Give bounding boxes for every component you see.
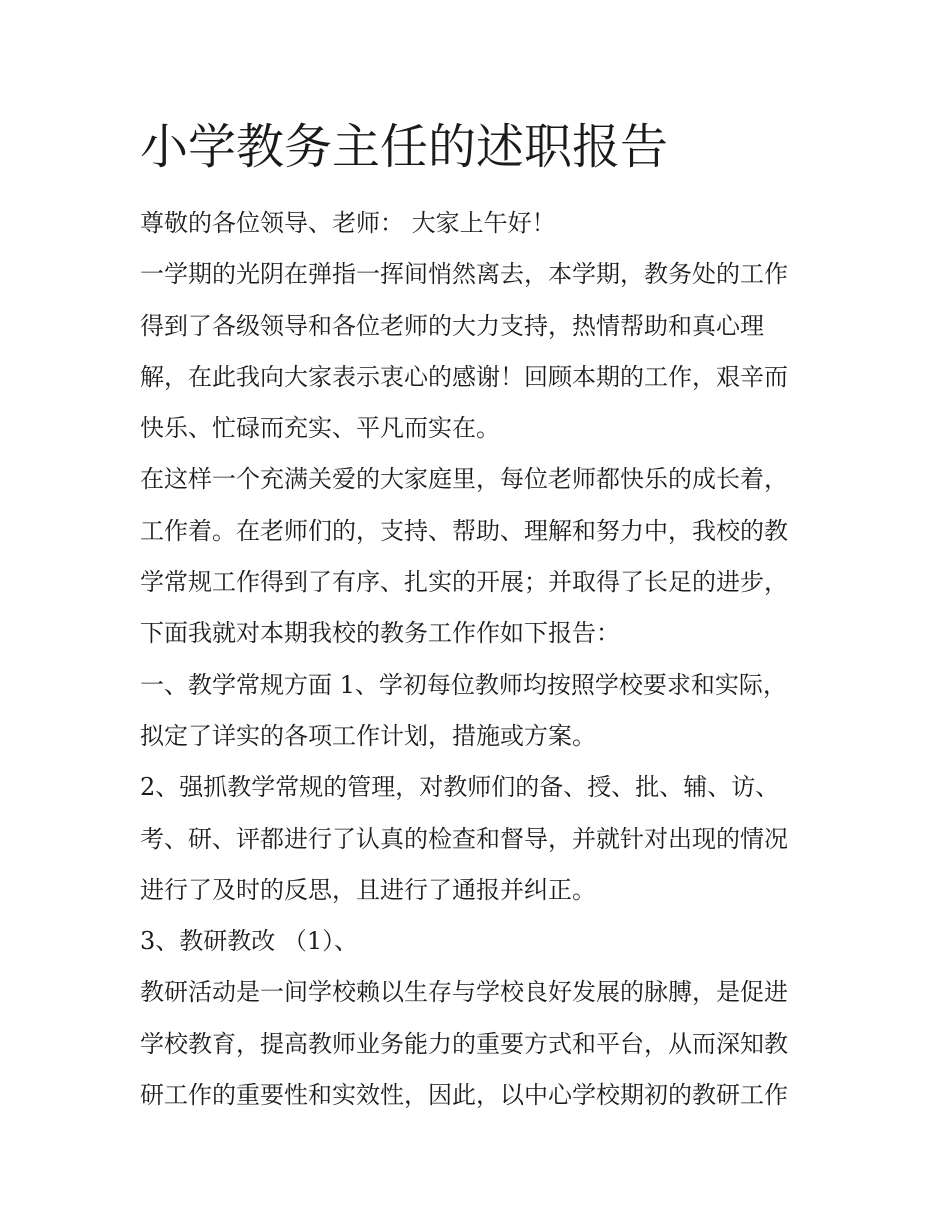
body-line: 在这样一个充满关爱的大家庭里，每位老师都快乐的成长着， <box>140 465 788 494</box>
body-line: 一学期的光阴在弹指一挥间悄然离去，本学期，教务处的工作 <box>140 260 788 289</box>
body-line: 研工作的重要性和实效性，因此，以中心学校期初的教研工作 <box>140 1081 788 1110</box>
document-title: 小学教务主任的述职报告 <box>140 119 669 175</box>
body-line: 解，在此我向大家表示衷心的感谢！回顾本期的工作，艰辛而 <box>140 362 788 391</box>
body-line: 3、教研教改 （1）、 <box>140 927 359 956</box>
document-body <box>140 198 812 1121</box>
body-line: 进行了及时的反思，且进行了通报并纠正。 <box>140 875 596 904</box>
body-line: 拟定了详实的各项工作计划，措施或方案。 <box>140 721 596 750</box>
body-line: 教研活动是一间学校赖以生存与学校良好发展的脉膊，是促进 <box>140 978 788 1007</box>
body-line: 下面我就对本期我校的教务工作作如下报告： <box>140 619 620 648</box>
body-line: 学校教育，提高教师业务能力的重要方式和平台，从而深知教 <box>140 1029 788 1058</box>
body-line: 2、强抓教学常规的管理，对教师们的备、授、批、辅、访、 <box>140 773 780 802</box>
body-line: 一、教学常规方面 1、学初每位教师均按照学校要求和实际， <box>140 670 787 699</box>
body-line: 尊敬的各位领导、老师： 大家上午好！ <box>140 209 556 237</box>
body-line: 工作着。在老师们的，支持、帮助、理解和努力中，我校的教 <box>140 516 788 545</box>
body-line: 考、研、评都进行了认真的检查和督导，并就针对出现的情况 <box>140 824 788 853</box>
body-line: 学常规工作得到了有序、扎实的开展；并取得了长足的进步， <box>140 568 788 597</box>
body-line: 得到了各级领导和各位老师的大力支持，热情帮助和真心理 <box>140 311 764 340</box>
body-line: 快乐、忙碌而充实、平凡而实在。 <box>140 414 500 443</box>
